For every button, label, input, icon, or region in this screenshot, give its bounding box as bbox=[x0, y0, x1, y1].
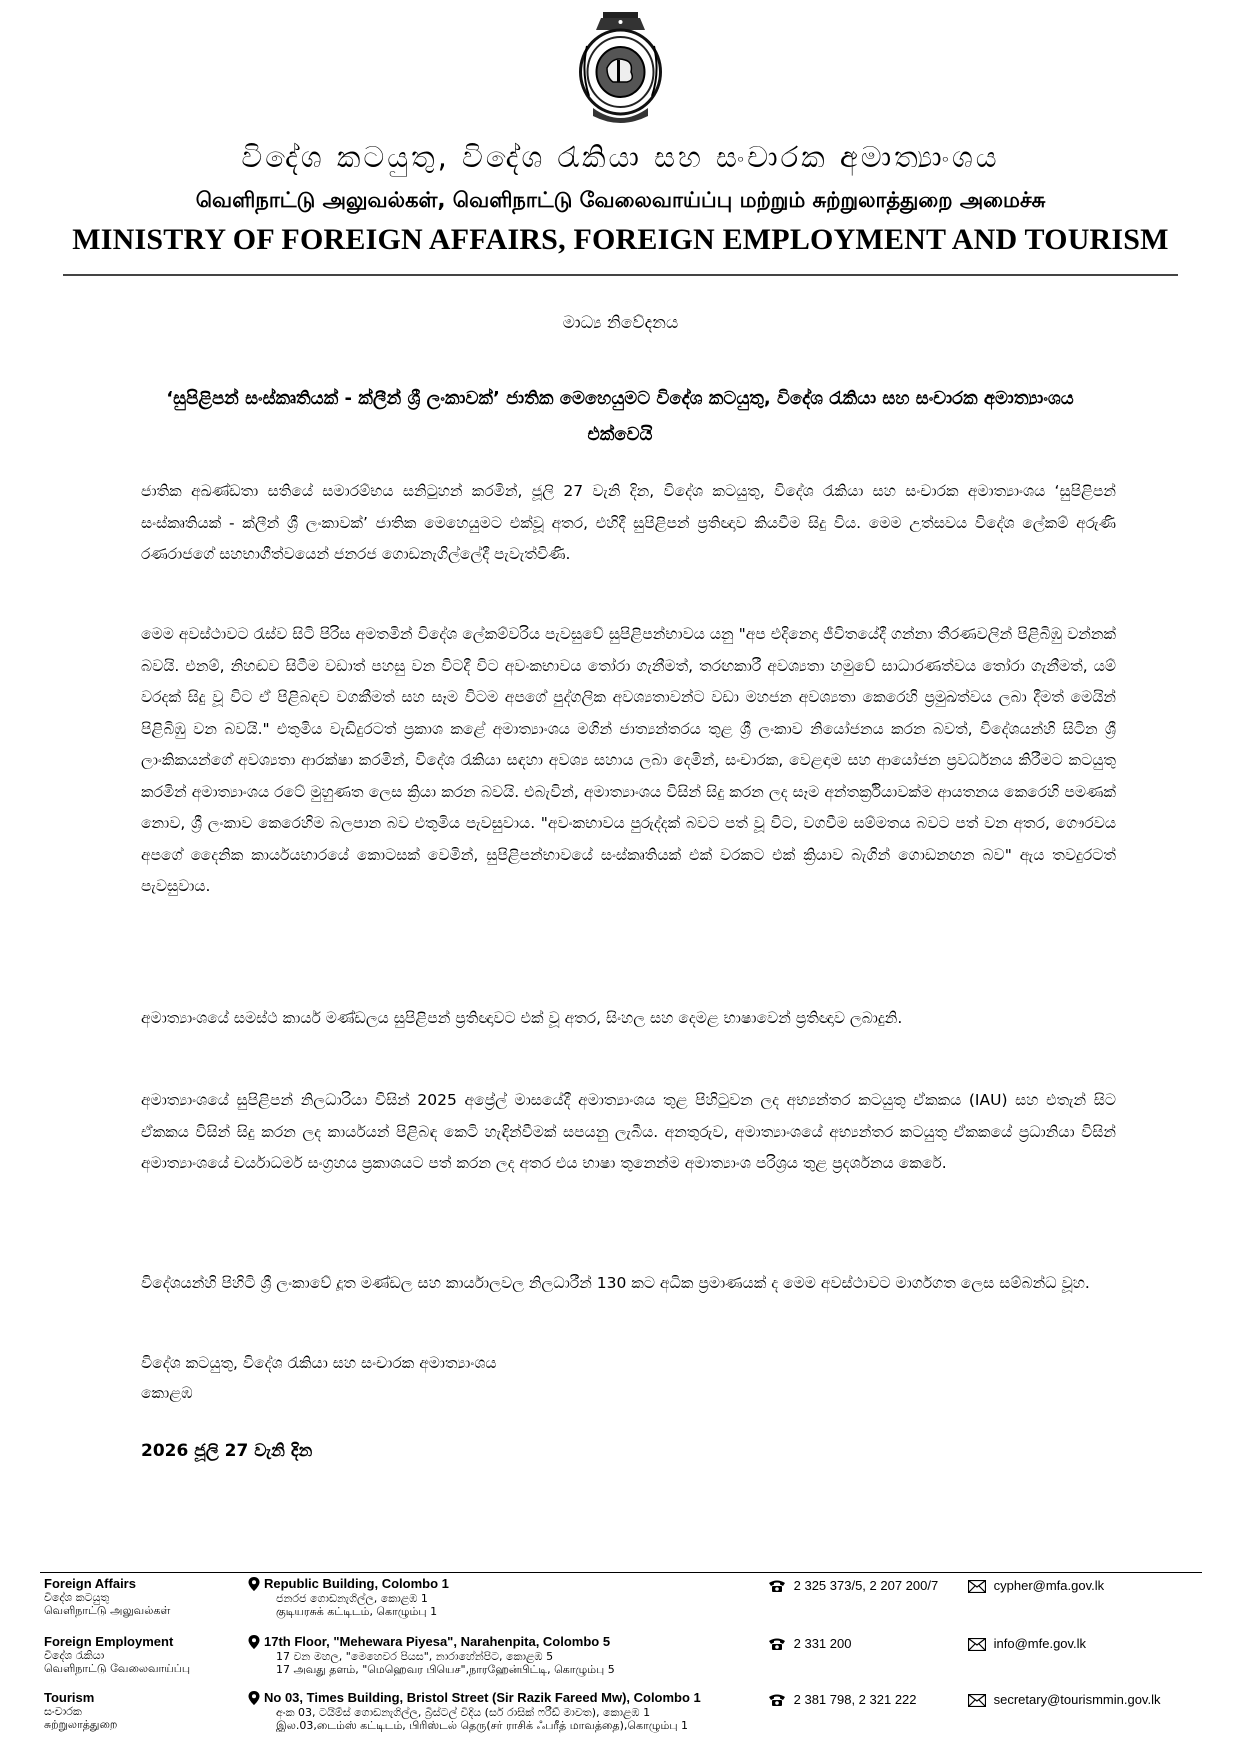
location-pin-icon bbox=[248, 1577, 260, 1591]
footer-department bbox=[44, 1576, 244, 1617]
telephone-icon bbox=[768, 1579, 786, 1593]
department-name-english: Foreign Affairs bbox=[44, 1576, 136, 1591]
footer-phone bbox=[768, 1636, 958, 1651]
department-name-tamil: வெளிநாட்டு வேலைவாய்ப்பு bbox=[44, 1662, 191, 1675]
footer-address bbox=[248, 1634, 768, 1676]
press-release-title: ‘සුපිළිපන් සංස්කෘතියක් - ක්ලීන් ශ්‍රී ලංකාවක්’ ජාතික මෙහෙයුමට විදේශ කටයුතු, විදේශ රැකියා සහ සංචාරක අමාත්‍යාංශය එක්වෙයි bbox=[166, 388, 1074, 445]
footer-row-foreign-employment bbox=[40, 1634, 1210, 1694]
department-name-english: Tourism bbox=[44, 1690, 95, 1705]
signoff-city: කොළඹ bbox=[141, 1384, 193, 1402]
document-type: මාධ්‍ය නිවේදනය bbox=[562, 313, 679, 333]
footer-department bbox=[44, 1690, 244, 1731]
signoff bbox=[141, 1348, 497, 1408]
body-paragraph: විදේශයන්හි පිහිටි ශ්‍රී ලංකාවේ දූත මණ්ඩල සහ කාර්යාලවල නිලධාරීන් 130 කට අධික ප්‍රමාණයක් ද මෙම අවස්ථාවට මාර්ගගත ලෙස සම්බන්ධ වූහ. bbox=[141, 1274, 1090, 1292]
email-address[interactable]: info@mfe.gov.lk bbox=[993, 1636, 1087, 1651]
department-name-sinhala: සංචාරක bbox=[44, 1705, 82, 1718]
release-date: 2026 ජූලි 27 වැනි දින bbox=[141, 1441, 313, 1461]
phone-number: 2 331 200 bbox=[793, 1636, 852, 1651]
location-pin-icon bbox=[248, 1691, 260, 1705]
header-divider bbox=[63, 274, 1178, 276]
address-english: 17th Floor, "Mehewara Piyesa", Narahenpita, Colombo 5 bbox=[264, 1634, 611, 1649]
footer-email bbox=[968, 1692, 1208, 1707]
phone-number: 2 325 373/5, 2 207 200/7 bbox=[793, 1578, 939, 1593]
address-english: Republic Building, Colombo 1 bbox=[264, 1576, 449, 1591]
footer-row-tourism bbox=[40, 1690, 1210, 1750]
address-tamil: 17 அவது தளம், "மெஹெவர பியெச",நாரஹேன்பிட்டி, கொழும்பு 5 bbox=[276, 1663, 615, 1676]
department-name-tamil: வெளிநாட்டு அலுவல்கள் bbox=[44, 1604, 171, 1617]
department-name-sinhala: විදේශ කටයුතු bbox=[44, 1591, 110, 1604]
department-name-english: Foreign Employment bbox=[44, 1634, 174, 1649]
footer-divider bbox=[40, 1572, 1202, 1573]
footer-email bbox=[968, 1636, 1208, 1651]
body-paragraph: මෙම අවස්ථාවට රැස්ව සිටි පිරිස අමතමින් විදේශ ලේකම්වරිය පැවසුවේ සුපිළිපන්භාවය යනු "අප එදිනෙදා ජීවිතයේදී ගන්නා තීරණවලින් පිළිබිඹු වන්නක් බවයි. එනම්, නිහඬව සිටීම වඩාත් පහසු වන විටදී විට අවංකභාවය තෝරා ගැනීමත්, තරඟකාරී අවශ්‍යතා හමුවේ සාධාරණත්වය තෝරා ගැනීමත්, යම් වරදක් සිදු වූ විට ඒ පිළිබඳව වගකීමත් සහ සෑම විටම අපගේ පුද්ගලික අවශ්‍යතාවන්ට වඩා මහජන අවශ්‍යතා කෙරෙහි ප්‍රමුඛත්වය ලබා දීමත් මෙයින් පිළිබිඹු වන බවයි." එතුමිය වැඩිදුරටත් ප්‍රකාශ කළේ අමාත්‍යාංශය මගින් ජාත්‍යන්තරය තුළ ශ්‍රී ලංකාව නියෝජනය කරන බවත්, විදේශයන්හි සිටින ශ්‍රී ලාංකිකයන්ගේ අවශ්‍යතා ආරක්ෂා කරමින්, විදේශ රැකියා සඳහා අවශ්‍ය සහාය ලබා දෙමින්, සංචාරක, වෙළඳාම සහ ආයෝජන ප්‍රවර්ධනය කිරීමට කටයුතු කරමින් අමාත්‍යාංශය රටේ මුහුණත ලෙස ක්‍රියා කරන බවයි. එබැවින්, අමාත්‍යාංශය විසින් සිදු කරන ලද සෑම අන්තර්ක්‍රියාවක්ම ආයතනය කෙරෙහි පමණක් නොව, ශ්‍රී ලංකාව කෙරෙහිම බලපාන බව එතුමිය පැවසුවාය. "අවංකභාවය පුරුද්දක් බවට පත් වූ විට, වගවීම සම්මතය බවට පත් වන අතර, ගෞරවය අපගේ දෛනික කාර්යයභාරයේ කොටසක් වෙමින්, සුපිළිපන්භාවයේ සංස්කෘතියක් එක් වරකට එක් ක්‍රියාව බැගින් ගොඩනඟන බව" ඇය තවදුරටත් පැවසුවාය. bbox=[141, 625, 1116, 895]
footer-row-foreign-affairs bbox=[40, 1576, 1210, 1636]
footer-address bbox=[248, 1690, 768, 1732]
ministry-name-english: MINISTRY OF FOREIGN AFFAIRS, FOREIGN EMPLOYMENT AND TOURISM bbox=[72, 223, 1169, 256]
location-pin-icon bbox=[248, 1635, 260, 1649]
email-address[interactable]: secretary@tourismmin.gov.lk bbox=[993, 1692, 1161, 1707]
address-sinhala: ජනරජ ගොඩනැගිල්ල, කොළඹ 1 bbox=[276, 1592, 428, 1605]
body-paragraph: අමාත්‍යාංශයේ සුපිළිපන් නිලධාරියා විසින් 2025 අප්‍රේල් මාසයේදී අමාත්‍යාංශය තුළ පිහිටුවන ලද අභ්‍යන්තර කටයුතු ඒකකය (IAU) සහ එතැන් සිට ඒකකය විසින් සිදු කරන ලද කාර්යයන් පිළිබඳ කෙටි හැඳින්වීමක් සපයනු ලැබීය. අනතුරුව, අමාත්‍යාංශයේ අභ්‍යන්තර කටයුතු ඒකකයේ ප්‍රධානියා විසින් අමාත්‍යාංශයේ චර්යාධර්ම සංග්‍රහය ප්‍රකාශයට පත් කරන ලද අතර එය භාෂා තුනෙන්ම අමාත්‍යාංශ පරිශ්‍රය තුළ ප්‍රදර්ශනය කෙරේ. bbox=[141, 1091, 1116, 1172]
address-sinhala: 17 වන මහල, "මෙහෙවර පියස", නාරාහේන්පිට, කොළඹ 5 bbox=[276, 1650, 554, 1663]
envelope-icon bbox=[968, 1694, 986, 1707]
footer-email bbox=[968, 1578, 1208, 1593]
telephone-icon bbox=[768, 1637, 786, 1651]
signoff-ministry: විදේශ කටයුතු, විදේශ රැකියා සහ සංචාරක අමාත්‍යාංශය bbox=[141, 1354, 497, 1372]
envelope-icon bbox=[968, 1580, 986, 1593]
body-paragraph: ජාතික අඛණ්ඩතා සතියේ සමාරම්භය සනිටුහන් කරමින්, ජූලි 27 වැනි දින, විදේශ කටයුතු, විදේශ රැකියා සහ සංචාරක අමාත්‍යාංශය ‘සුපිළිපන් සංස්කෘතියක් - ක්ලීන් ශ්‍රී ලංකාවක්’ ජාතික මෙහෙයුමට එක්වූ අතර, එහිදී සුපිළිපන් ප්‍රතිඥාව කියවීම සිදු විය. මෙම උත්සවය විදේශ ලේකම් අරුණි රණරාජගේ සහභාගීත්වයෙන් ජනරජ ගොඩනැගිල්ලේදී පැවැත්විණි. bbox=[141, 482, 1116, 563]
email-address[interactable]: cypher@mfa.gov.lk bbox=[993, 1578, 1105, 1593]
footer-address bbox=[248, 1576, 768, 1618]
address-tamil: இல.03,டைம்ஸ் கட்டிடம், பிரிஸ்டல் தெரு(சர் ராசிக் ஃபரீத் மாவத்தை),கொழும்பு 1 bbox=[276, 1719, 689, 1732]
phone-number: 2 381 798, 2 321 222 bbox=[793, 1692, 917, 1707]
body-paragraph: අමාත්‍යාංශයේ සමස්ථ කාර්ය මණ්ඩලය සුපිළිපන් ප්‍රතිඥාවට එක් වූ අතර, සිංහල සහ දෙමළ භාෂාවෙන් ප්‍රතිඥාව ලබාදුනි. bbox=[141, 1009, 903, 1027]
department-name-sinhala: විදේශ රැකියා bbox=[44, 1649, 105, 1662]
ministry-name-tamil: வெளிநாட்டு அலுவல்கள், வெளிநாட்டு வேலைவாய்ப்பு மற்றும் சுற்றுலாத்துறை அமைச்சு bbox=[195, 188, 1046, 212]
address-english: No 03, Times Building, Bristol Street (Sir Razik Fareed Mw), Colombo 1 bbox=[264, 1690, 701, 1705]
department-name-tamil: சுற்றுலாத்துறை bbox=[44, 1718, 118, 1731]
footer-phone bbox=[768, 1578, 958, 1593]
footer-phone bbox=[768, 1692, 958, 1707]
ministry-name-sinhala: විදේශ කටයුතු, විදේශ රැකියා සහ සංචාරක අමාත්‍යාංශය bbox=[241, 140, 1000, 174]
sri-lanka-emblem-icon bbox=[573, 10, 668, 130]
address-sinhala: අංක 03, ටයිම්ස් ගොඩනැගිල්ල, බ්‍රිස්ටල් වීදිය (සර් රාසික් ෆරීඩ් මාවත), කොළඹ 1 bbox=[276, 1706, 651, 1719]
telephone-icon bbox=[768, 1693, 786, 1707]
footer-department bbox=[44, 1634, 244, 1675]
address-tamil: குடியரசுக் கட்டிடம், கொழும்பு 1 bbox=[276, 1605, 438, 1618]
envelope-icon bbox=[968, 1638, 986, 1651]
